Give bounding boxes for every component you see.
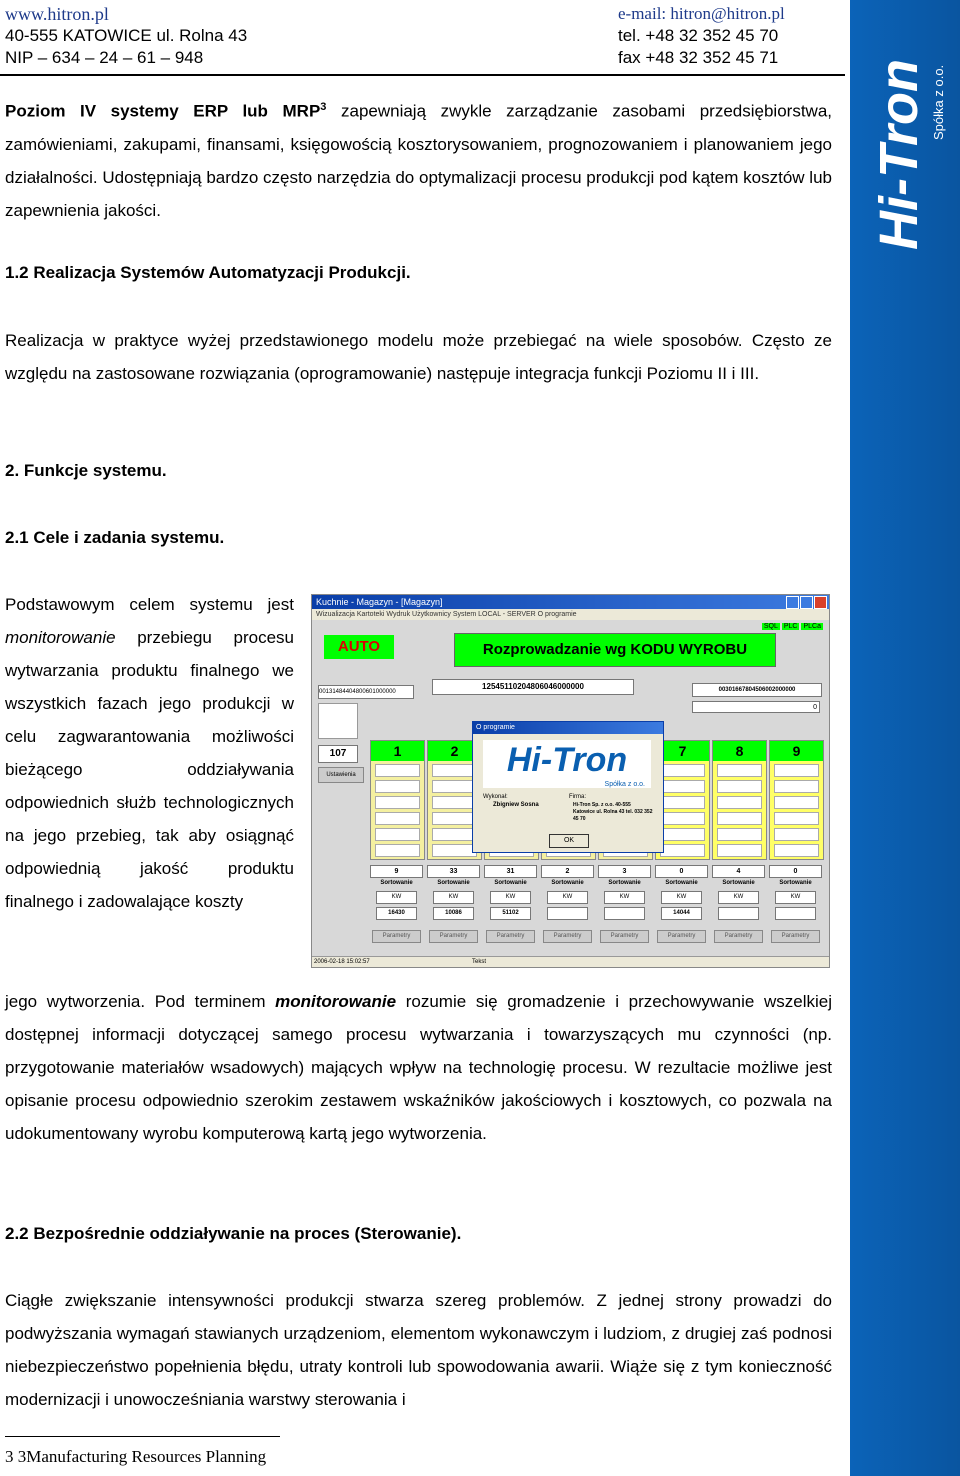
mode-banner: Rozprowadzanie wg KODU WYROBU [454, 633, 776, 667]
station-slot [375, 812, 420, 825]
station-count: 0 [769, 865, 822, 878]
header-email: e-mail: hitron@hitron.pl [618, 4, 785, 23]
flag-sql: SQL [763, 623, 778, 630]
status-time: 2006-02-18 15:02:57 [314, 959, 370, 965]
status-bar [312, 956, 829, 967]
station-slot [432, 780, 477, 793]
hitron-logo [855, 40, 955, 260]
station-slot [432, 828, 477, 841]
station-slot [774, 796, 819, 809]
station-column [769, 740, 824, 860]
station-count: 2 [541, 865, 594, 878]
station-slot [774, 812, 819, 825]
para3-part2: przebiegu procesu wytwarzania produktu finalnego we wszystkich fazach jego produkcji w celu zagwarantowania możliwości bieżącego oddziaływania odpowiednich służb technologicznych na jego przebieg, tak aby osiągnąć odpowiednią jakość produktu finalnego i zadowalające koszty [5, 628, 294, 911]
paragraph-cele-narrow [5, 588, 294, 918]
window-controls [786, 596, 827, 609]
paragraph-cele-wide [5, 985, 832, 1150]
para3-wide-a: jego wytworzenia. Pod terminem [5, 992, 266, 1011]
station-count: 4 [712, 865, 765, 878]
station-slot [432, 796, 477, 809]
dialog-title: O programie [473, 722, 663, 734]
station-bottom-cell [598, 865, 651, 949]
station-slot [660, 828, 705, 841]
sort-label: Sortowanie [380, 880, 413, 886]
param-button[interactable]: Parametry [714, 930, 763, 943]
station-slot [660, 812, 705, 825]
para3-em2: monitorowanie [275, 992, 397, 1011]
minimize-icon [786, 596, 799, 609]
code-left: 00131484404800601000000 [318, 685, 414, 699]
station-count: 31 [484, 865, 537, 878]
close-icon [814, 596, 827, 609]
kw-field: KW [604, 891, 645, 904]
station-slot [432, 764, 477, 777]
station-bottom-cell [370, 865, 423, 949]
kw-value: 16430 [376, 907, 417, 920]
dialog-logo: Hi-Tron [506, 741, 628, 779]
station-slot [375, 796, 420, 809]
station-number: 1 [371, 741, 424, 761]
station-bottom-cell [655, 865, 708, 949]
station-number: 7 [656, 741, 709, 761]
settings-button[interactable]: Ustawienia [318, 767, 364, 783]
station-slot [774, 780, 819, 793]
header-www: www.hitron.pl [5, 4, 109, 24]
dialog-firma: Hi-Tron Sp. z o.o. 40-555 Katowice ul. Rolna 43 tel. 032 352 45 70 [573, 802, 653, 822]
station-count: 9 [370, 865, 423, 878]
kw-field: KW [490, 891, 531, 904]
station-bottom-cell [541, 865, 594, 949]
status-flags [762, 623, 823, 630]
heading-2-2: 2.2 Bezpośrednie oddziaływanie na proces (Sterowanie). [5, 1224, 462, 1243]
kw-value [604, 907, 645, 920]
app-title-bar: Kuchnie - Magazyn - [Magazyn] [312, 595, 829, 609]
kw-field: KW [376, 891, 417, 904]
station-slot [432, 844, 477, 857]
header-nip: NIP – 634 – 24 – 61 – 948 [5, 48, 204, 67]
counter-field: 107 [318, 745, 358, 763]
station-slot [660, 844, 705, 857]
flag-plca: PLCa [803, 623, 821, 630]
kw-field: KW [775, 891, 816, 904]
param-button[interactable]: Parametry [429, 930, 478, 943]
station-slot [375, 780, 420, 793]
app-screenshot [311, 594, 830, 968]
station-slot [774, 828, 819, 841]
dialog-ok-button[interactable]: OK [549, 834, 589, 848]
code-right: 00301667804506002000000 [692, 683, 822, 697]
station-slot [660, 764, 705, 777]
sort-label: Sortowanie [608, 880, 641, 886]
station-slot [774, 844, 819, 857]
kw-field: KW [547, 891, 588, 904]
station-slot [660, 780, 705, 793]
para1-rest: zapewniają zwykle zarządzanie zasobami przedsiębiorstwa, zamówieniami, zakupami, finansami, księgowością kosztorysowaniem, prognozowaniem i planowaniem jego działalności. Udostępniają bardzo często narzędzia do optymalizacji procesu produkcji pod kątem kosztów lub zapewnienia jakości. [5, 101, 833, 220]
station-number: 8 [713, 741, 766, 761]
station-slot [717, 796, 762, 809]
station-number: 2 [428, 741, 481, 761]
dialog-logo-sub: Spółka z o.o. [604, 781, 645, 788]
auto-indicator: AUTO [324, 635, 394, 659]
station-slot [717, 780, 762, 793]
footnote: 3 3Manufacturing Resources Planning [5, 1447, 267, 1466]
paragraph-erp [5, 91, 832, 227]
footnote-divider [5, 1436, 280, 1437]
station-slot [375, 844, 420, 857]
station-number: 9 [770, 741, 823, 761]
header-tel: tel. +48 32 352 45 70 [618, 26, 779, 45]
station-count: 0 [655, 865, 708, 878]
param-button[interactable]: Parametry [372, 930, 421, 943]
station-bottom-cell [427, 865, 480, 949]
kw-field: KW [433, 891, 474, 904]
kw-value: 51102 [490, 907, 531, 920]
station-count: 33 [427, 865, 480, 878]
param-button[interactable]: Parametry [486, 930, 535, 943]
header-address: 40-555 KATOWICE ul. Rolna 43 [5, 26, 248, 45]
station-column [370, 740, 425, 860]
param-button[interactable]: Parametry [771, 930, 820, 943]
sort-label: Sortowanie [779, 880, 812, 886]
dialog-wykonal: Zbigniew Sosna [493, 802, 539, 808]
paragraph-sterowanie: Ciągłe zwiększanie intensywności produkcji stwarza szereg problemów. Z jednej strony prowadzi do podwyższania wymagań stawianych urządzeniom, elementom wykonawczym i ludziom, z drugiej zaś podnosi niebezpieczeństwo popełnienia błędu, utraty kontroli lub spowodowania awarii. Wiąże się z tym konieczność modernizacji i unowocześniania warstwy sterowania i [5, 1291, 832, 1409]
param-button[interactable]: Parametry [657, 930, 706, 943]
station-slot [717, 844, 762, 857]
station-slot [717, 828, 762, 841]
kw-value: 14044 [661, 907, 702, 920]
sort-label: Sortowanie [722, 880, 755, 886]
header-fax: fax +48 32 352 45 71 [618, 48, 779, 67]
param-button[interactable]: Parametry [600, 930, 649, 943]
svg-text:Spółka z o.o.: Spółka z o.o. [931, 64, 946, 140]
station-slot [717, 764, 762, 777]
para3-wide-b: rozumie się gromadzenie i przechowywanie wszelkiej dostępnej informacji dotyczącej samego procesu wytwarzania i towarzyszących mu czynności (np. przygotowanie materiałów wsadowych) mających wpływ na technologię procesu. W rezultacie możliwe jest opisanie procesu odpowiednio szerokim zestawem wskaźników jakościowych i kosztowych, co pozwala na udokumentowany wyrobu komputerową kartą jego wytworzenia. [5, 992, 832, 1143]
kw-value: 10086 [433, 907, 474, 920]
para1-lead: Poziom IV systemy ERP lub MRP [5, 101, 321, 121]
station-slot [375, 764, 420, 777]
code-mid: 12545110204806046000000 [432, 679, 634, 695]
kw-field: KW [718, 891, 759, 904]
station-bottom-cell [712, 865, 765, 949]
station-slot [375, 828, 420, 841]
kw-value [718, 907, 759, 920]
dialog-logo-box [483, 740, 651, 788]
sort-label: Sortowanie [551, 880, 584, 886]
dialog-firma-label: Firma: [569, 794, 586, 800]
kw-value [775, 907, 816, 920]
maximize-icon [800, 596, 813, 609]
preview-box [318, 703, 358, 739]
station-bottom-cell [769, 865, 822, 949]
paragraph-realizacja: Realizacja w praktyce wyżej przedstawionego modelu może przebiegać na wiele sposobów. Często ze względu na zastosowane rozwiązania (oprogramowanie) następuje integracja funkcji Poziomu II i III. [5, 331, 832, 383]
kw-value [547, 907, 588, 920]
svg-text:Hi-Tron: Hi-Tron [869, 59, 929, 250]
station-slot [432, 812, 477, 825]
heading-1-2: 1.2 Realizacja Systemów Automatyzacji Produkcji. [5, 263, 411, 282]
status-text: Tekst [472, 959, 487, 965]
heading-2-1: 2.1 Cele i zadania systemu. [5, 528, 225, 547]
sort-label: Sortowanie [665, 880, 698, 886]
station-bottom-row [368, 865, 824, 951]
zero-field: 0 [692, 701, 820, 713]
header-divider [0, 74, 845, 76]
station-slot [660, 796, 705, 809]
station-column [712, 740, 767, 860]
flag-plc: PLC [783, 623, 798, 630]
dialog-wykonal-label: Wykonał: [483, 794, 508, 800]
sort-label: Sortowanie [437, 880, 470, 886]
app-menu-bar: Wizualizacja Kartoteki Wydruk Użytkownicy System LOCAL - SERVER O programie [312, 609, 829, 620]
station-bottom-cell [484, 865, 537, 949]
sort-label: Sortowanie [494, 880, 527, 886]
heading-2: 2. Funkcje systemu. [5, 461, 167, 480]
footnote-ref: 3 [320, 101, 327, 113]
para3-part1: Podstawowym celem systemu jest [5, 595, 294, 614]
station-slot [774, 764, 819, 777]
station-count: 3 [598, 865, 651, 878]
param-button[interactable]: Parametry [543, 930, 592, 943]
para3-em1: monitorowanie [5, 628, 116, 647]
kw-field: KW [661, 891, 702, 904]
station-slot [717, 812, 762, 825]
about-dialog [472, 721, 664, 853]
